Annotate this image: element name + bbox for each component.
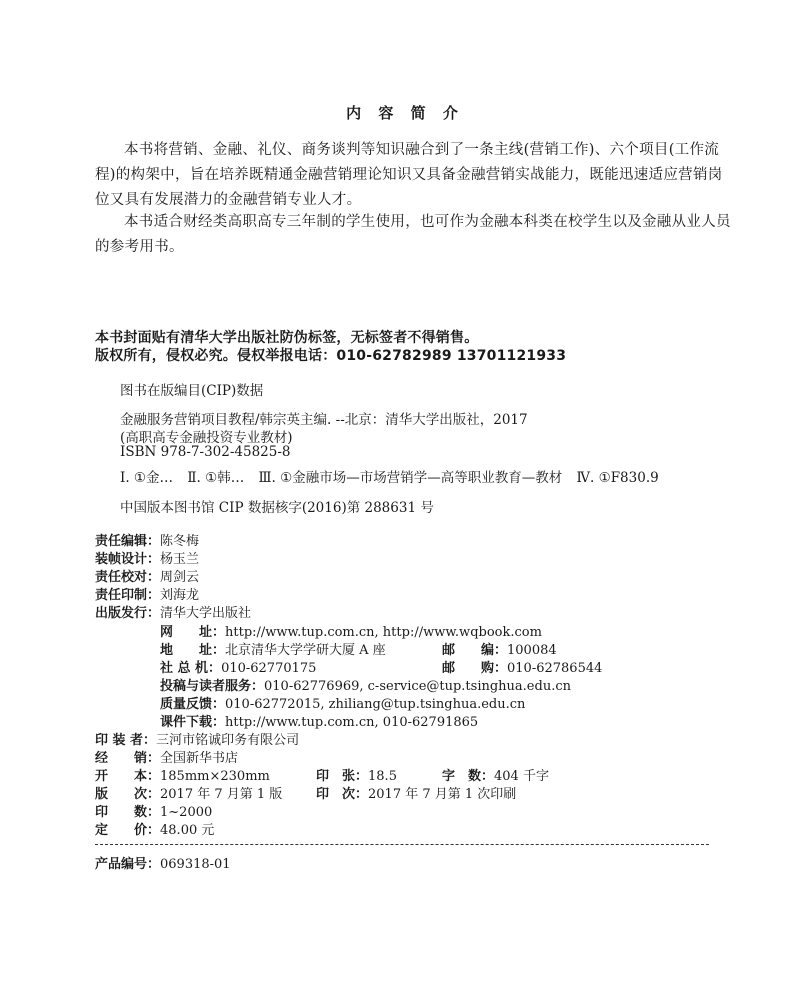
web-row: 网 址：http://www.tup.com.cn, http://www.wqbook.com	[160, 625, 542, 640]
print-row: 责任印制：刘海龙	[95, 588, 200, 603]
distributor-row: 经 销：全国新华书店	[95, 751, 239, 766]
copyright-notice: 版权所有，侵权必究。侵权举报电话：010-62782989 13701121933	[95, 348, 567, 364]
cip-core-number: 中国版本图书馆 CIP 数据核字(2016)第 288631 号	[120, 500, 434, 516]
summary-title: 内 容 简 介	[346, 104, 464, 122]
address-row: 地 址：北京清华大学学研大厦 A 座	[160, 643, 386, 658]
cip-series-line: (高职高专金融投资专业教材)	[120, 430, 293, 446]
price-row: 定 价：48.00 元	[95, 823, 215, 838]
divider	[95, 844, 709, 845]
summary-paragraph-2: 本书适合财经类高职高专三年制的学生使用，也可作为金融本科类在校学生以及金融从业人员的参考用书。	[95, 214, 731, 255]
impression-row: 印 次：2017 年 7 月第 1 次印刷	[316, 787, 517, 802]
proof-row: 责任校对：周剑云	[95, 570, 200, 585]
word-count-row: 字 数：404 千字	[442, 769, 549, 784]
publisher-row: 出版发行：清华大学出版社	[95, 606, 252, 621]
sheets-row: 印 张：18.5	[316, 769, 397, 784]
cip-class-item: Ⅲ. ①金融市场—市场营销学—高等职业教育—教材	[258, 470, 563, 486]
courseware-row: 课件下载：http://www.tup.com.cn, 010-62791865	[160, 715, 479, 730]
cip-class-item: Ⅳ. ①F830.9	[576, 470, 659, 486]
edition-row: 版 次：2017 年 7 月第 1 版	[95, 787, 283, 802]
design-row: 装帧设计：杨玉兰	[95, 552, 200, 567]
cip-class-item: Ⅱ. ①韩…	[187, 470, 245, 486]
cip-classification	[120, 466, 669, 486]
reader-service-row: 投稿与读者服务：010-62776969, c-service@tup.tsinghua.edu.cn	[160, 679, 571, 694]
print-count-row: 印 数：1~2000	[95, 805, 213, 820]
summary-paragraph-1: 本书将营销、金融、礼仪、商务谈判等知识融合到了一条主线(营销工作)、六个项目(工作流程)的构架中，旨在培养既精通金融营销理论知识又具备金融营销实战能力，既能迅速适应营销岗位又具有发展潜力的金融营销专业人才。	[95, 142, 723, 208]
quality-feedback-row: 质量反馈：010-62772015, zhiliang@tup.tsinghua.edu.cn	[160, 697, 526, 712]
editor-row: 责任编辑：陈冬梅	[95, 534, 200, 549]
anti-counterfeit-notice: 本书封面贴有清华大学出版社防伪标签，无标签者不得销售。	[95, 330, 479, 346]
zip-row: 邮 编：100084	[442, 643, 557, 658]
cip-class-item: Ⅰ. ①金…	[120, 470, 174, 486]
switchboard-row: 社 总 机：010-62770175	[160, 661, 317, 676]
mail-order-row: 邮 购：010-62786544	[442, 661, 603, 676]
cip-isbn: ISBN 978-7-302-45825-8	[120, 444, 291, 460]
cip-heading: 图书在版编目(CIP)数据	[120, 383, 264, 399]
format-row: 开 本：185mm×230mm	[95, 769, 270, 784]
cip-title-line: 金融服务营销项目教程/韩宗英主编. --北京：清华大学出版社，2017	[120, 412, 528, 428]
product-code-row: 产品编号：069318-01	[95, 857, 231, 872]
printer-row: 印 装 者：三河市铭诚印务有限公司	[95, 733, 300, 748]
